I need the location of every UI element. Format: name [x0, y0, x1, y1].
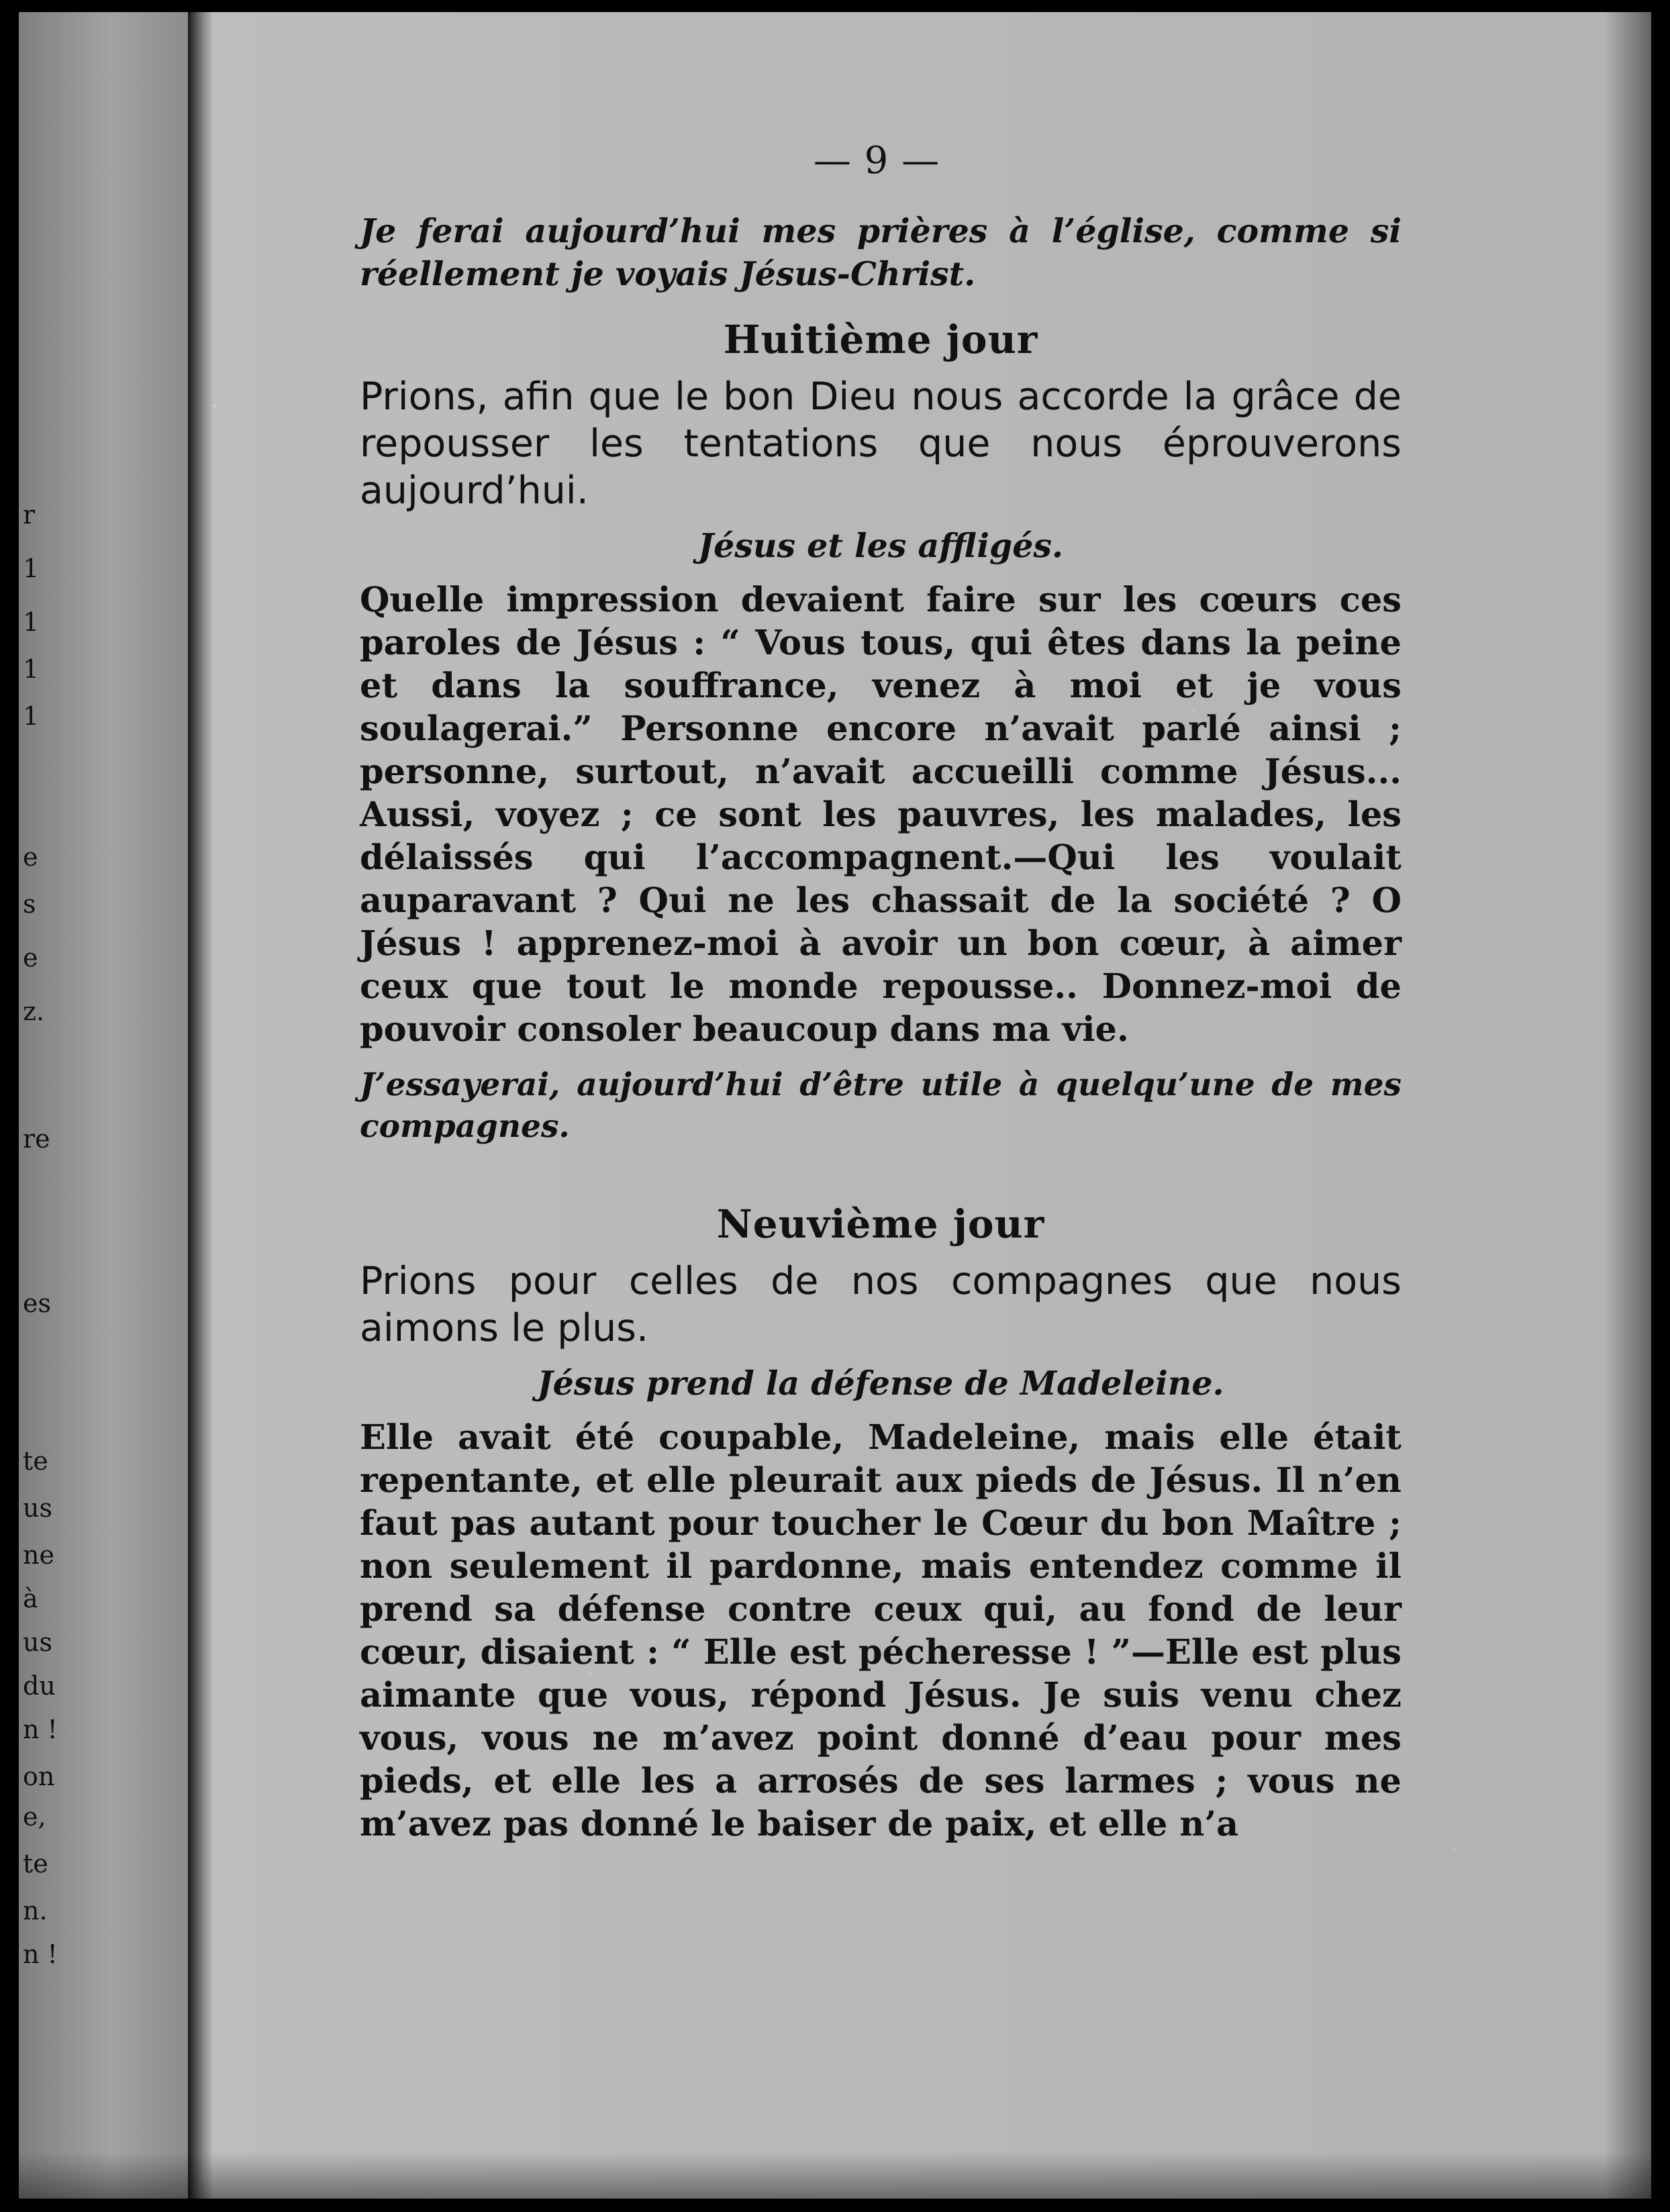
fragment: e,: [23, 1802, 46, 1831]
page-number: — 9 —: [813, 139, 940, 183]
fragment: on: [23, 1762, 55, 1791]
fragment: s: [23, 889, 36, 919]
fragment: 1: [23, 654, 40, 684]
ninth-day-subheading: Jésus prend la défense de Madeleine.: [537, 1364, 1224, 1403]
fragment: re: [23, 1124, 50, 1154]
scanned-book-page: [19, 12, 1651, 2199]
eighth-day-resolution: J’essayerai, aujourd’hui d’être utile à quelqu’une de mes compagnes.: [360, 1066, 1402, 1145]
book-gutter: [188, 12, 212, 2199]
ninth-day-prayer: Prions pour celles de nos compagnes que nous aimons le plus.: [360, 1259, 1402, 1350]
fragment: 1: [23, 554, 40, 583]
fragment: n !: [23, 1940, 58, 1969]
eighth-day-prayer: Prions, afin que le bon Dieu nous accorde la grâce de repousser les tentations que nous éprouverons aujourd’hui.: [360, 374, 1402, 513]
fragment: 1: [23, 701, 40, 731]
ninth-day-body: Elle avait été coupable, Madeleine, mais elle était repentante, et elle pleurait aux pieds de Jésus. Il n’en faut pas autant pour toucher le Cœur du bon Maître ; non seulement il pardonne, mais entendez comme il prend sa défense contre ceux qui, au fond de leur cœur, disaient : “ Elle est pécheresse ! ”—Elle est plus aimante que vous, répond Jésus. Je suis venu chez vous, vous ne m’avez point donné d’eau pour mes pieds, et elle les a arrosés de ses larmes ; vous ne m’avez pas donné le baiser de paix, et elle n’a: [360, 1417, 1402, 1844]
eighth-day-section: [360, 315, 1402, 1148]
fragment: à: [23, 1584, 38, 1613]
page-content: [360, 140, 1402, 1859]
eighth-day-heading: Huitième jour: [723, 317, 1038, 362]
fragment: e: [23, 943, 38, 972]
fragment: us: [23, 1627, 52, 1657]
fragment: 1: [23, 607, 40, 637]
eighth-day-body: Quelle impression devaient faire sur les cœurs ces paroles de Jésus : “ Vous tous, qui êtes dans la peine et dans la souffrance, venez à moi et je vous soulagerai.” Personne encore n’avait parlé ainsi ; personne, surtout, n’avait accueilli comme Jésus... Aussi, voyez ; ce sont les pauvres, les malades, les délaissés qui l’accompagnent.—Qui les voulait auparavant ? Qui ne les chassait de la société ? O Jésus ! apprenez-moi à avoir un bon cœur, à aimer ceux que tout le monde repousse.. Donnez-moi de pouvoir consoler beaucoup dans ma vie.: [360, 580, 1402, 1050]
fragment: te: [23, 1446, 48, 1476]
ninth-day-heading: Neuvième jour: [716, 1201, 1045, 1247]
opening-resolution: Je ferai aujourd’hui mes prières à l’église, comme si réellement je voyais Jésus-Christ.: [360, 211, 1402, 293]
fragment: us: [23, 1493, 52, 1523]
fragment: n !: [23, 1715, 58, 1744]
fragment: es: [23, 1289, 51, 1318]
ninth-day-section: [360, 1200, 1402, 1846]
fragment: e: [23, 842, 38, 872]
fragment: ne: [23, 1540, 54, 1570]
fragment: z.: [23, 997, 45, 1026]
right-scan-shadow: [1604, 12, 1651, 2199]
eighth-day-subheading: Jésus et les affligés.: [697, 526, 1064, 565]
bottom-scan-shadow: [19, 2152, 1651, 2199]
fragment: n.: [23, 1896, 48, 1925]
fragment: r: [23, 500, 36, 530]
adjacent-page-text-fragments: [23, 12, 58, 2199]
fragment: du: [23, 1671, 56, 1701]
fragment: te: [23, 1849, 48, 1878]
